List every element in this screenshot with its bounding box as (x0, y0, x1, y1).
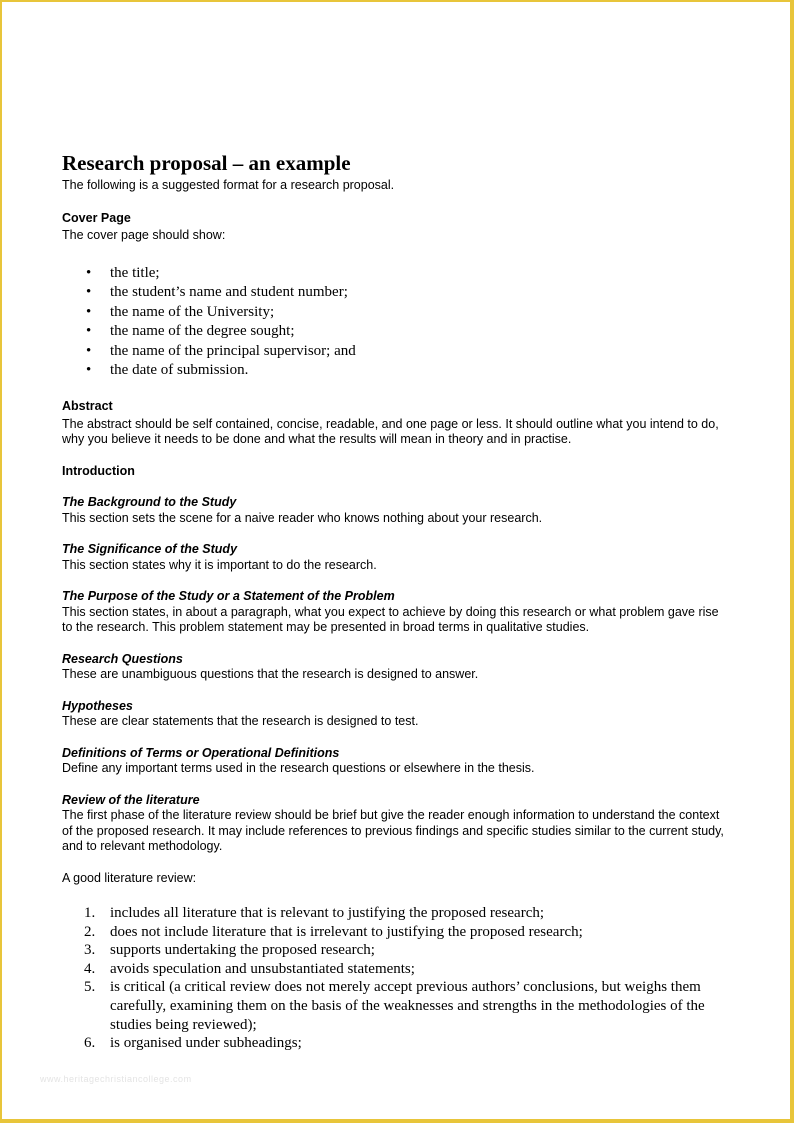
definitions-text: Define any important terms used in the research questions or elsewhere in the thesis. (62, 761, 535, 776)
purpose-text: This section states, in about a paragraph, what you expect to achieve by doing this research or what problem gave rise to the research. This problem statement may be presented in broad terms in qualitative studies. (62, 604, 719, 635)
significance-text: This section states why it is important to do the research. (62, 557, 377, 572)
list-item: 4. avoids speculation and unsubstantiated statements; (84, 960, 415, 977)
hypotheses-text: These are clear statements that the research is designed to test. (62, 714, 419, 729)
bullet-icon: • (86, 284, 92, 301)
bullet-icon: • (86, 303, 92, 320)
significance-heading: The Significance of the Study (62, 542, 238, 557)
introduction-heading: Introduction (62, 463, 135, 478)
list-item: 1. includes all literature that is relevant to justifying the proposed research; (84, 905, 545, 922)
research-questions-heading: Research Questions (62, 651, 183, 666)
list-number: 6. (84, 1035, 96, 1052)
list-item: 6. is organised under subheadings; (84, 1035, 302, 1052)
watermark: www.heritagechristiancollege.com (40, 1074, 192, 1084)
research-questions-text: These are unambiguous questions that the research is designed to answer. (62, 667, 479, 682)
background-heading: The Background to the Study (62, 495, 237, 510)
bullet-icon: • (86, 342, 92, 359)
list-item: 3. supports undertaking the proposed research; (84, 942, 375, 959)
bullet-icon: • (86, 323, 92, 340)
literature-review-text: The first phase of the literature review should be brief but give the reader enough information to understand the context of the proposed research. It may include references to previous findings and specific studies similar to the current study, and to relevant methodology. (62, 808, 724, 854)
document-content (62, 150, 732, 1053)
list-item: • the date of submission. (62, 361, 732, 381)
good-review-list (62, 904, 732, 1053)
cover-heading: Cover Page (62, 210, 131, 225)
background-text: This section sets the scene for a naive reader who knows nothing about your research. (62, 510, 543, 525)
list-number: 1. (84, 905, 96, 922)
page-title: Research proposal – an example (62, 151, 351, 175)
bullet-icon: • (86, 362, 92, 379)
purpose-heading: The Purpose of the Study or a Statement of the Problem (62, 589, 395, 604)
bullet-icon: • (86, 264, 92, 281)
list-number: 5. (84, 979, 96, 996)
list-item: • the name of the principal supervisor; and (62, 342, 732, 362)
list-item: • the name of the degree sought; (62, 322, 732, 342)
list-number: 3. (84, 942, 96, 959)
list-item: • the title; (62, 264, 732, 284)
list-number: 4. (84, 960, 96, 977)
intro-text: The following is a suggested format for a research proposal. (62, 178, 395, 192)
cover-text: The cover page should show: (62, 228, 226, 242)
good-review-intro: A good literature review: (62, 870, 197, 885)
cover-list (62, 264, 732, 382)
definitions-heading: Definitions of Terms or Operational Definitions (62, 745, 340, 760)
list-item: 5. is critical (a critical review does not merely accept previous authors’ conclusions, but weighs them carefully, examining them on the basis of the weaknesses and strengths in the methodologies of the studies being reviewed); (84, 979, 705, 1033)
abstract-text: The abstract should be self contained, concise, readable, and one page or less. It should outline what you intend to do, why you believe it needs to be done and what the results will mean in theory and in practise. (62, 416, 719, 447)
hypotheses-heading: Hypotheses (62, 698, 133, 713)
literature-review-heading: Review of the literature (62, 792, 200, 807)
list-number: 2. (84, 923, 96, 940)
abstract-heading: Abstract (62, 399, 113, 414)
list-item: 2. does not include literature that is irrelevant to justifying the proposed research; (84, 923, 583, 940)
list-item: • the name of the University; (62, 303, 732, 323)
list-item: • the student’s name and student number; (62, 283, 732, 303)
document-page (2, 2, 790, 1119)
